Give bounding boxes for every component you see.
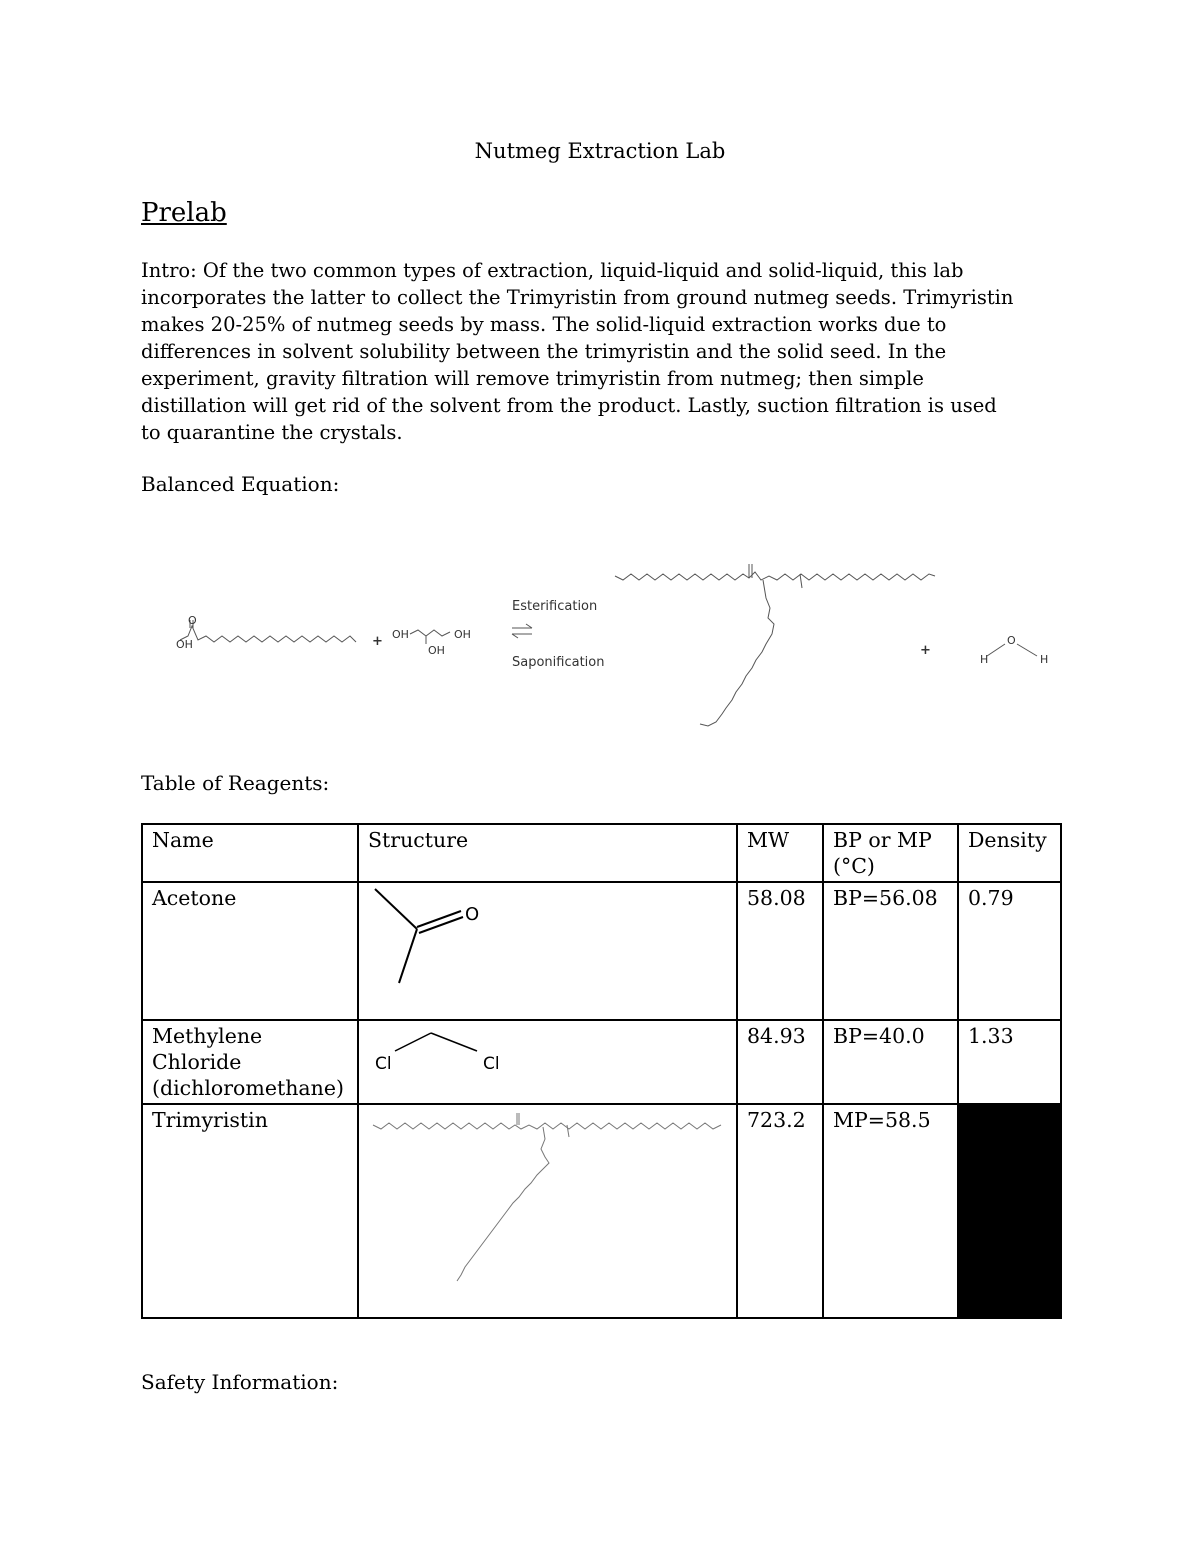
plus-sign: + [372,634,383,649]
intro-line: experiment, gravity filtration will remove trimyristin from nutmeg; then simple [141,367,924,390]
cell-name [142,1020,358,1104]
cl-left-label: Cl [375,1054,392,1074]
header-mw: MW [737,824,823,882]
cell-structure [358,1020,737,1104]
saponification-label: Saponification [512,655,605,670]
page-title: Nutmeg Extraction Lab [474,139,726,163]
glycerol-backbone [410,630,450,636]
plus-sign: + [920,643,931,658]
balanced-equation-label: Balanced Equation: [141,472,340,496]
intro-line: makes 20-25% of nutmeg seeds by mass. The solid-liquid extraction works due to [141,313,947,336]
acetone-o-label: O [465,904,480,925]
header-structure: Structure [358,824,737,882]
intro-line: Intro: Of the two common types of extraction, liquid-liquid and solid-liquid, this lab [141,259,964,282]
cell-mw: 58.08 [737,882,823,1020]
intro-line: distillation will get rid of the solvent from the product. Lastly, suction filtration is used [141,394,997,417]
cell-name-line: Chloride [152,1050,242,1074]
glycerol-oh-left-label: OH [392,628,409,641]
cell-bp-mp: MP=58.5 [823,1104,958,1318]
cell-name: Trimyristin [142,1104,358,1318]
trimyristin-chain-top [615,572,935,580]
table-of-reagents-label: Table of Reagents: [141,771,330,795]
water-h-left-label: H [980,653,989,666]
intro-line: differences in solvent solubility between the trimyristin and the solid seed. In the [141,340,947,363]
header-bp-mp-line: BP or MP [833,828,932,852]
esterification-label: Esterification [512,599,598,614]
table-row [142,1020,1061,1104]
trimyristin-chain-bottom [700,580,774,726]
acid-o-label: O [188,614,197,627]
acetone-structure [359,883,734,1017]
table-header-row [142,824,1061,882]
cell-mw: 723.2 [737,1104,823,1318]
table-row [142,882,1061,1020]
water-o-label: O [1007,634,1016,647]
cell-name-line: (dichloromethane) [152,1076,344,1100]
myristic-acid-chain [180,626,356,642]
safety-information-label: Safety Information: [141,1370,339,1394]
cell-density-blacked-out [958,1104,1061,1318]
glycerol-oh-right-label: OH [454,628,471,641]
cell-name-line: Methylene [152,1024,263,1048]
trimyristin-structure [359,1105,734,1315]
cell-structure [358,882,737,1020]
header-name: Name [142,824,358,882]
section-heading-prelab: Prelab [141,198,227,228]
balanced-equation-diagram [140,548,1070,734]
intro-line: to quarantine the crystals. [141,421,403,444]
intro-paragraph [141,257,1071,446]
header-bp-mp-line: (°C) [833,854,875,878]
cell-bp-mp: BP=40.0 [823,1020,958,1104]
water-h-right-label: H [1040,653,1049,666]
cell-name: Acetone [142,882,358,1020]
cell-bp-mp: BP=56.08 [823,882,958,1020]
glycerol-oh-bottom-label: OH [428,644,445,657]
table-row [142,1104,1061,1318]
cell-structure [358,1104,737,1318]
header-density: Density [958,824,1061,882]
intro-line: incorporates the latter to collect the Trimyristin from ground nutmeg seeds. Trimyristin [141,286,1014,309]
cell-density: 0.79 [958,882,1061,1020]
header-bp-mp [823,824,958,882]
acid-oh-label: OH [176,638,193,651]
cl-right-label: Cl [483,1054,500,1074]
cell-density: 1.33 [958,1020,1061,1104]
reagents-table [141,823,1062,1319]
dichloromethane-structure [359,1021,734,1099]
cell-mw: 84.93 [737,1020,823,1104]
